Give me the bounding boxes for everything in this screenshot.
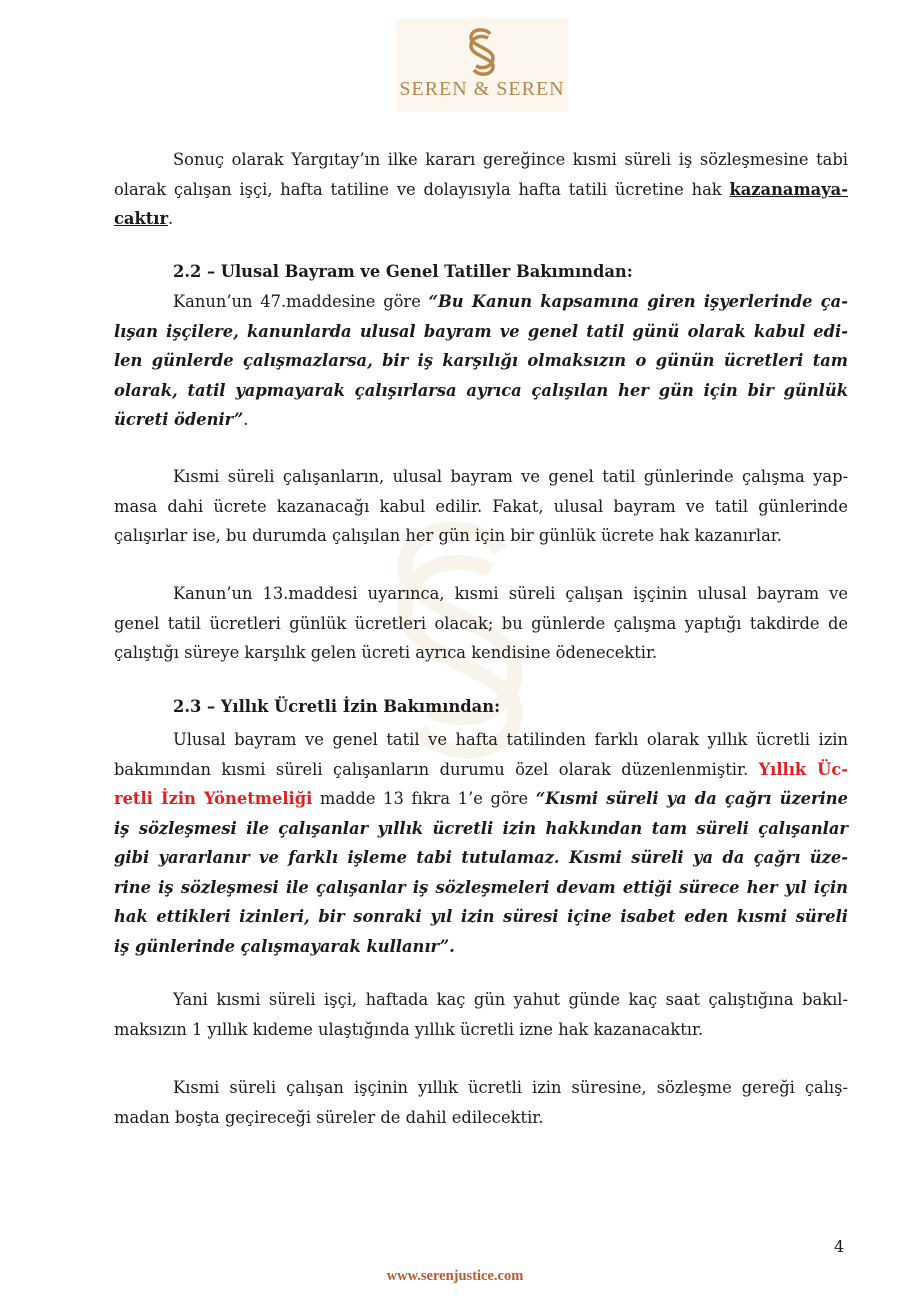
- quote-text: rine iş sözleşmesi ile çalışanlar iş sözleşmeleri devam ettiği sürece her yıl için: [114, 877, 848, 897]
- text-line: .: [243, 410, 249, 429]
- paragraph-part-time-holidays: [114, 462, 848, 551]
- text-line: .: [168, 209, 174, 228]
- text-line: madde 13 fıkra 1’e göre: [312, 789, 536, 808]
- underlined-term: caktır: [114, 209, 169, 228]
- text-line: çalışırlar ise, bu durumda çalışılan her gün için bir günlük ücrete hak kazanırlar.: [114, 526, 782, 545]
- quote-text: gibi yararlanır ve farklı işleme tabi tutulamaz. Kısmi süreli ya da çağrı üze-: [114, 848, 848, 867]
- text-line: çalıştığı süreye karşılık gelen ücreti ayrıca kendisine ödenecektir.: [114, 643, 658, 662]
- quote-text: “Kısmi süreli ya da çağrı üzerine: [535, 789, 849, 808]
- paragraph-conclusion: [114, 145, 848, 234]
- quote-text: iş sözleşmesi ile çalışanlar yıllık ücretli izin hakkından tam süreli çalışanlar: [114, 818, 848, 838]
- page-number: 4: [834, 1237, 845, 1256]
- text-line: maksızın 1 yıllık kıdeme ulaştığında yıllık ücretli izne hak kazanacaktır.: [114, 1019, 704, 1039]
- text-line: olarak çalışan işçi, hafta tatiline ve dolayısıyla hafta tatili ücretine hak: [114, 179, 730, 199]
- paragraph-idle-time: [114, 1073, 848, 1132]
- underlined-term: kazanamaya-: [729, 179, 848, 199]
- quote-text: “Bu Kanun kapsamına giren işyerlerinde ça-: [428, 292, 848, 311]
- text-line: Kanun’un 13.maddesi uyarınca, kısmi süreli çalışan işçinin ulusal bayram ve: [173, 584, 848, 603]
- quote-text: olarak, tatil yapmayarak çalışırlarsa ayrıca çalışılan her gün için bir günlük: [114, 380, 848, 400]
- quote-text: hak ettikleri izinleri, bir sonraki yıl izin süresi içine isabet eden kısmi süreli: [114, 907, 848, 926]
- header-logo: [396, 18, 568, 112]
- text-line: Kısmi süreli çalışanların, ulusal bayram ve genel tatil günlerinde çalışma yap-: [173, 467, 848, 486]
- section-heading-2-2: 2.2 – Ulusal Bayram ve Genel Tatiller Bakımından:: [173, 262, 633, 281]
- text-line: genel tatil ücretleri günlük ücretleri olacak; bu günlerde çalışma yaptığı takdirde de: [114, 613, 848, 633]
- quote-text: lışan işçilere, kanunlarda ulusal bayram ve genel tatil günü olarak kabul edi-: [114, 321, 848, 341]
- paragraph-seniority: [114, 985, 848, 1044]
- text-line: bakımından kısmi süreli çalışanların durumu özel olarak düzenlenmiştir.: [114, 759, 759, 779]
- text-line: Kanun’un 47.maddesine göre: [173, 292, 429, 311]
- quote-text: iş günlerinde çalışmayarak kullanır”.: [114, 936, 455, 956]
- quote-text: len günlerde çalışmazlarsa, bir iş karşılığı olmaksızın o günün ücretleri tam: [114, 351, 848, 370]
- regulation-reference: retli İzin Yönetmeliği: [114, 789, 313, 808]
- text-line: Ulusal bayram ve genel tatil ve hafta tatilinden farklı olarak yıllık ücretli izin: [173, 730, 848, 749]
- paragraph-law-article-47: [114, 287, 848, 435]
- text-line: masa dahi ücrete kazanacağı kabul edilir. Fakat, ulusal bayram ve tatil günlerinde: [114, 496, 848, 516]
- section-heading-2-3: 2.3 – Yıllık Ücretli İzin Bakımından:: [173, 697, 501, 716]
- text-line: Yani kısmi süreli işçi, haftada kaç gün yahut günde kaç saat çalıştığına bakıl-: [173, 990, 848, 1009]
- text-line: madan boşta geçireceği süreler de dahil edilecektir.: [114, 1107, 544, 1127]
- text-line: Kısmi süreli çalışan işçinin yıllık ücretli izin süresine, sözleşme gereği çalış-: [173, 1078, 848, 1097]
- regulation-reference: Yıllık Üc-: [758, 759, 848, 779]
- paragraph-law-article-13: [114, 579, 848, 668]
- section-sign-logo-icon: [462, 26, 502, 78]
- footer-website-link[interactable]: www.serenjustice.com: [386, 1268, 524, 1284]
- text-line: Sonuç olarak Yargıtay’ın ilke kararı gereğince kısmi süreli iş sözleşmesine tabi: [173, 150, 848, 169]
- logo-text: SEREN & SEREN: [399, 78, 565, 100]
- quote-text: ücreti ödenir”: [114, 410, 244, 429]
- paragraph-annual-leave: [114, 725, 848, 961]
